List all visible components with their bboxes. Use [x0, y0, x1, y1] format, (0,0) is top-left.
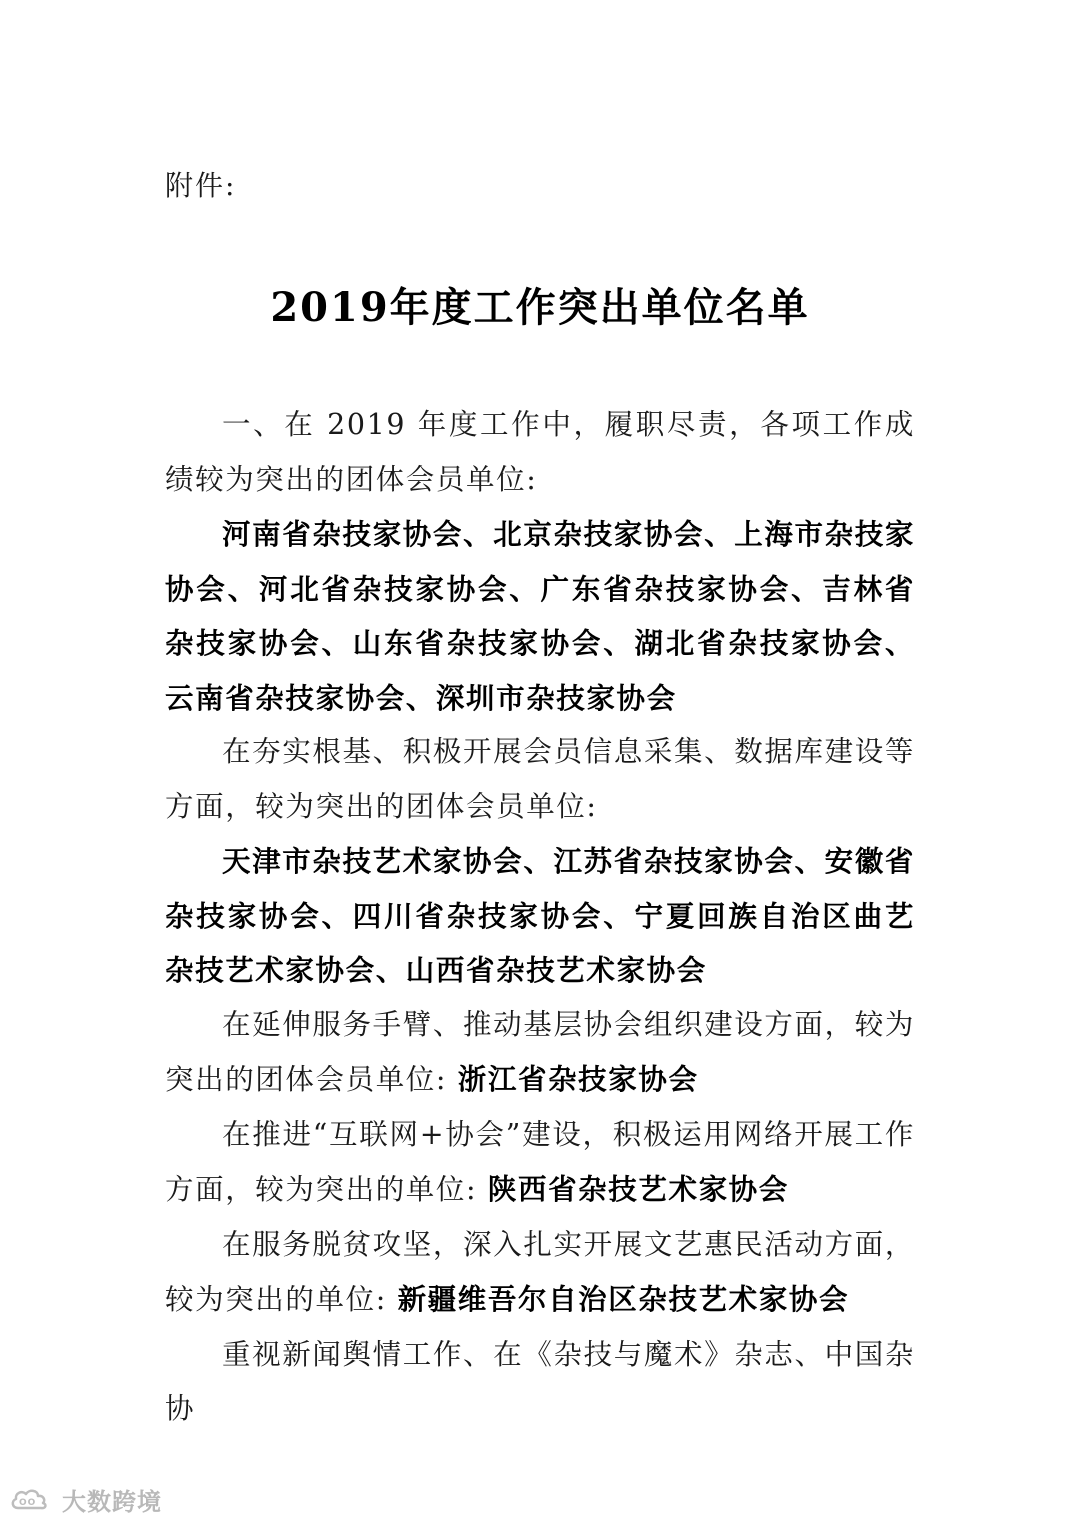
- svg-text:OO: OO: [19, 1497, 37, 1508]
- paragraph-section-6-intro: 重视新闻舆情工作、在《杂技与魔术》杂志、中国杂协: [165, 1337, 915, 1425]
- paragraph-section-1-intro: 一、在 2019 年度工作中，履职尽责，各项工作成绩较为突出的团体会员单位:: [165, 408, 915, 496]
- attachment-label: 附件:: [165, 169, 237, 202]
- section-3-units: 浙江省杂技家协会: [457, 1062, 699, 1096]
- paragraph-section-2-units: 天津市杂技艺术家协会、江苏省杂技家协会、安徽省杂技家协会、四川省杂技家协会、宁夏回族自治区曲艺杂技艺术家协会、山西省杂技艺术家协会: [165, 844, 915, 987]
- cloud-logo-icon: [10, 1488, 56, 1512]
- paragraph-section-4: [165, 1108, 915, 1218]
- document-title: 2019年度工作突出单位名单: [270, 284, 810, 331]
- section-4-intro: 在推进“互联网+协会”建设，积极运用网络开展工作方面，较为突出的单位:: [165, 1117, 915, 1206]
- paragraph-section-5: [165, 1218, 915, 1328]
- paragraph-section-1-units: 河南省杂技家协会、北京杂技家协会、上海市杂技家协会、河北省杂技家协会、广东省杂技家协会、吉林省杂技家协会、山东省杂技家协会、湖北省杂技家协会、云南省杂技家协会、深圳市杂技家协会: [165, 517, 915, 715]
- paragraph-section-3: [165, 998, 915, 1108]
- document-body: [165, 398, 915, 1437]
- section-4-units: 陕西省杂技艺术家协会: [487, 1172, 789, 1206]
- section-5-units: 新疆维吾尔自治区杂技艺术家协会: [397, 1282, 850, 1316]
- section-5-intro: 在服务脱贫攻坚，深入扎实开展文艺惠民活动方面，较为突出的单位:: [165, 1227, 915, 1316]
- watermark-text: 大数跨境: [62, 1488, 162, 1516]
- watermark: [10, 1482, 162, 1517]
- section-3-intro: 在延伸服务手臂、推动基层协会组织建设方面，较为突出的团体会员单位:: [165, 1007, 915, 1096]
- paragraph-section-2-intro: 在夯实根基、积极开展会员信息采集、数据库建设等方面，较为突出的团体会员单位:: [165, 735, 915, 823]
